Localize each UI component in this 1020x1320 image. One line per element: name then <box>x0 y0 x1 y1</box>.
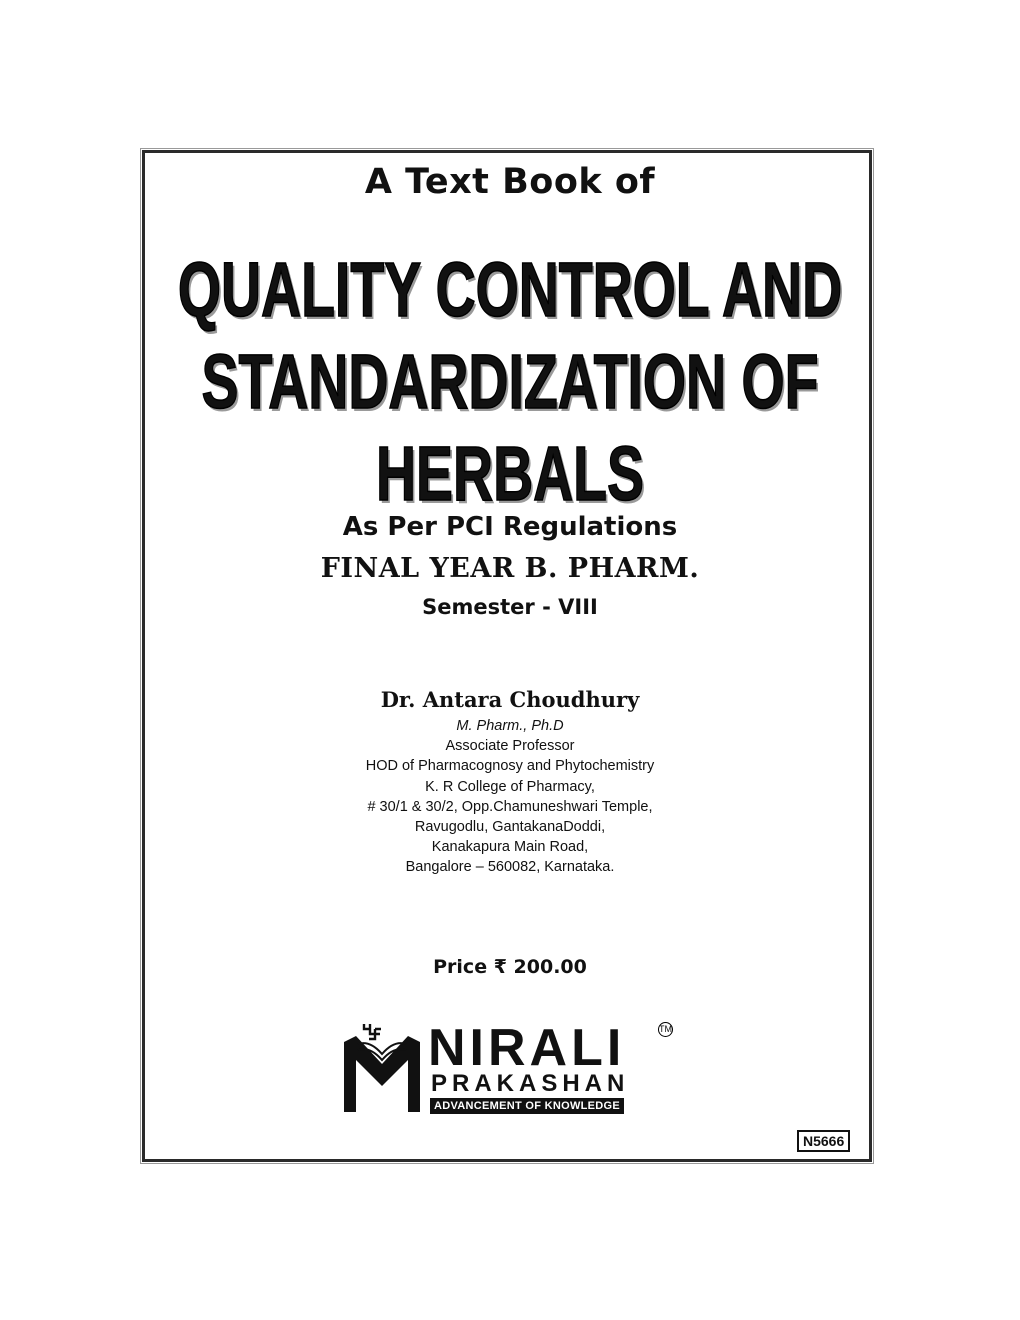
book-code: N5666 <box>797 1130 850 1152</box>
author-name: Dr. Antara Choudhury <box>380 687 640 712</box>
pre-title: A Text Book of <box>364 162 656 202</box>
author-line: Ravugodlu, GantakanaDoddi, <box>414 819 606 836</box>
publisher-mark-icon <box>340 1020 424 1116</box>
trademark-badge: TM <box>658 1022 673 1037</box>
regulation-text: As Per PCI Regulations <box>342 512 678 542</box>
title-line-1: QUALITY CONTROL AND <box>177 247 843 333</box>
publisher-tagline: ADVANCEMENT OF KNOWLEDGE <box>430 1098 624 1114</box>
author-line: Bangalore – 560082, Karnataka. <box>405 859 615 876</box>
book-title <box>0 244 1020 520</box>
author-degree: M. Pharm., Ph.D <box>456 718 564 734</box>
title-line-3: HERBALS <box>376 431 644 517</box>
author-info <box>0 716 1020 878</box>
author-line: K. R College of Pharmacy, <box>425 778 595 795</box>
price-text: Price ₹ 200.00 <box>433 956 587 978</box>
publisher-logo <box>340 1020 680 1120</box>
publisher-sub: PRAKASHAN <box>431 1070 630 1097</box>
publisher-brand: NIRALI <box>428 1019 626 1077</box>
author-line: Associate Professor <box>445 738 575 755</box>
semester-text: Semester - VIII <box>422 595 598 619</box>
author-line: HOD of Pharmacognosy and Phytochemistry <box>365 758 655 775</box>
author-line: Kanakapura Main Road, <box>431 839 589 856</box>
year-text: FINAL YEAR B. PHARM. <box>320 553 700 584</box>
title-line-2: STANDARDIZATION OF <box>201 339 819 425</box>
author-line: # 30/1 & 30/2, Opp.Chamuneshwari Temple, <box>367 798 653 815</box>
